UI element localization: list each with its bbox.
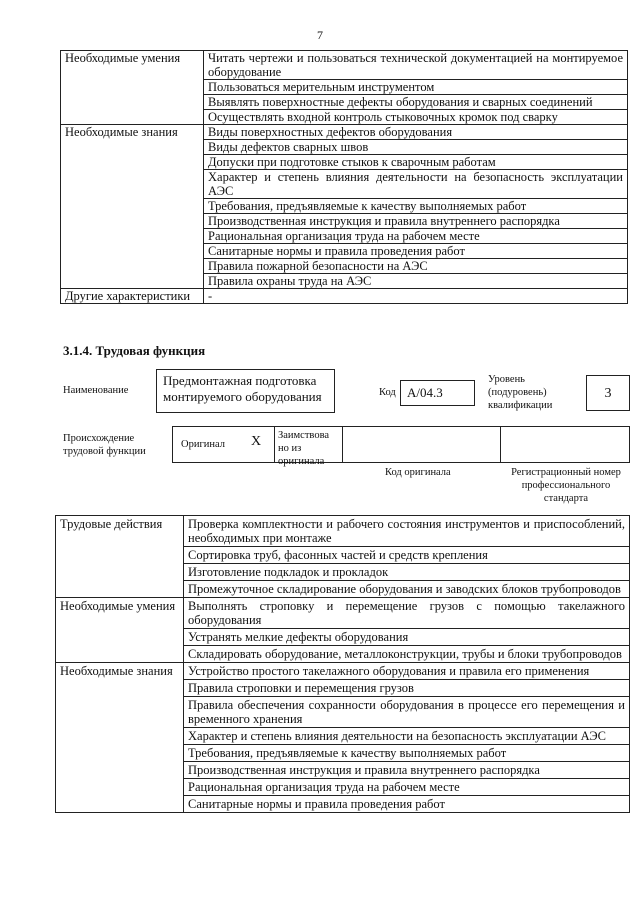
function-details-table [55,515,630,813]
row-item: Производственная инструкция и правила внутреннего распорядка [204,214,628,229]
row-item: Допуски при подготовке стыков к сварочным работам [204,155,628,170]
function-code-box: A/04.3 [400,380,475,406]
origin-row [172,426,630,467]
row-item: Правила охраны труда на АЭС [204,274,628,289]
row-item: Рациональная организация труда на рабочем месте [184,779,630,796]
row-item: Правила обеспечения сохранности оборудования в процессе его перемещения и временного хранения [184,697,630,728]
row-group-label: Необходимые знания [61,125,204,289]
level-label: Уровень (подуровень) квалификации [488,374,553,411]
row-item: Правила пожарной безопасности на АЭС [204,259,628,274]
row-item: Санитарные нормы и правила проведения работ [184,796,630,813]
section-title: 3.1.4. Трудовая функция [63,343,206,358]
row-item: Промежуточное складирование оборудования и заводских блоков трубопроводов [184,581,630,598]
reg-number-caption: Регистрационный номер профессионального стандарта [511,467,621,504]
reg-number-cell [500,426,630,463]
code-original-cell [342,426,501,463]
row-item: Требования, предъявляемые к качеству выполняемых работ [184,745,630,762]
row-item: Правила строповки и перемещения грузов [184,680,630,697]
row-group-label: Трудовые действия [56,516,184,598]
row-item: Складировать оборудование, металлоконструкции, трубы и блоки трубопроводов [184,646,630,663]
row-group-label: Необходимые знания [56,663,184,813]
row-item: Проверка комплектности и рабочего состояния инструментов и приспособлений, необходимых при монтаже [184,516,630,547]
table-row [56,516,630,547]
level-box: 3 [586,375,630,411]
skills-knowledge-table [60,50,628,304]
table-row [61,125,628,140]
row-item: Читать чертежи и пользоваться технической документацией на монтируемое оборудование [204,51,628,80]
row-item: Виды дефектов сварных швов [204,140,628,155]
row-item: - [204,289,628,304]
code-original-caption: Код оригинала [385,467,451,478]
row-item: Осуществлять входной контроль стыковочных кромок под сварку [204,110,628,125]
original-label: Оригинал [181,439,225,450]
origin-label: Происхождение трудовой функции [63,433,146,457]
page-number: 7 [317,28,323,42]
row-item: Устранять мелкие дефекты оборудования [184,629,630,646]
table-row [61,289,628,304]
row-item: Выявлять поверхностные дефекты оборудования и сварных соединений [204,95,628,110]
row-item: Характер и степень влияния деятельности на безопасность эксплуатации АЭС [184,728,630,745]
table-row [56,663,630,680]
row-item: Производственная инструкция и правила внутреннего распорядка [184,762,630,779]
borrowed-cell: Заимствова но из оригинала [274,426,343,463]
row-item: Устройство простого такелажного оборудования и правила его применения [184,663,630,680]
original-mark: X [251,434,262,449]
table-row [56,598,630,629]
name-label: Наименование [63,385,129,396]
row-item: Изготовление подкладок и прокладок [184,564,630,581]
original-cell [172,426,275,463]
row-item: Выполнять строповку и перемещение грузов с помощью такелажного оборудования [184,598,630,629]
row-item: Виды поверхностных дефектов оборудования [204,125,628,140]
row-item: Характер и степень влияния деятельности на безопасность эксплуатации АЭС [204,170,628,199]
row-group-label: Необходимые умения [61,51,204,125]
function-name-box: Предмонтажная подготовка монтируемого оборудования [156,369,335,413]
row-item: Пользоваться мерительным инструментом [204,80,628,95]
row-group-label: Другие характеристики [61,289,204,304]
row-item: Требования, предъявляемые к качеству выполняемых работ [204,199,628,214]
row-item: Сортировка труб, фасонных частей и средств крепления [184,547,630,564]
row-group-label: Необходимые умения [56,598,184,663]
row-item: Санитарные нормы и правила проведения работ [204,244,628,259]
table-row [61,51,628,80]
row-item: Рациональная организация труда на рабочем месте [204,229,628,244]
code-label: Код [379,387,396,398]
